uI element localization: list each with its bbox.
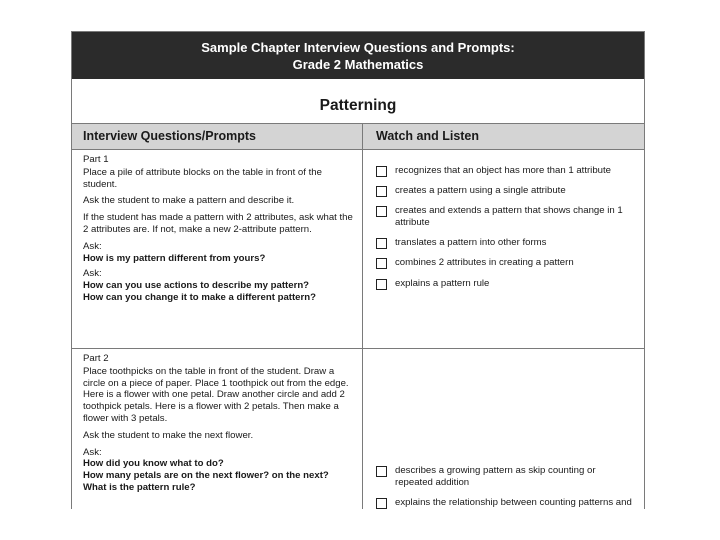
checklist-text: explains the relationship between counting patterns and [395, 496, 632, 508]
question-text: How many petals are on the next flower? on the next? [83, 470, 329, 482]
checklist-item[interactable] [376, 465, 634, 489]
checkbox[interactable] [376, 206, 387, 217]
table-row-part1 [72, 150, 644, 349]
checkbox[interactable] [376, 279, 387, 290]
question-text: What is the pattern rule? [83, 481, 196, 493]
checklist-text: creates and extends a pattern that shows change in 1 attribute [395, 205, 623, 229]
document-frame [71, 31, 645, 509]
prompt-text: If the student has made a pattern with 2 attributes, ask what the 2 attributes are. If not, make a new 2-attribute pattern. [83, 212, 353, 235]
checklist-item[interactable] [376, 205, 634, 229]
checkbox[interactable] [376, 498, 387, 509]
watch-listen-cell-part1 [363, 150, 644, 348]
checkbox[interactable] [376, 258, 387, 269]
checklist-item[interactable] [376, 237, 634, 249]
prompt-text: Ask the student to make a pattern and describe it. [83, 195, 295, 207]
table-row-part2 [72, 349, 644, 509]
ask-label: Ask: [83, 268, 102, 280]
checkbox[interactable] [376, 466, 387, 477]
checkbox[interactable] [376, 238, 387, 249]
question-text: How did you know what to do? [83, 458, 224, 470]
prompt-text: Place a pile of attribute blocks on the table in front of the student. [83, 166, 322, 190]
question-text: How can you change it to make a different pattern? [83, 291, 316, 303]
table-header [72, 124, 644, 150]
part-label: Part 2 [83, 353, 109, 364]
checkbox[interactable] [376, 186, 387, 197]
header-title-line1: Sample Chapter Interview Questions and Prompts: [201, 40, 515, 55]
checklist-text: describes a growing pattern as skip counting or repeated addition [395, 465, 596, 488]
prompt-text: Place toothpicks on the table in front of the student. Draw a circle on a piece of paper. Place 1 toothpick out from the edge. Here is a flower with one petal. Draw another circle and add 2 toothpick petals. Here is a flower with 2 petals. Then make a flower with 3 petals. [83, 365, 349, 424]
checklist-item[interactable] [376, 497, 634, 509]
prompts-cell-part2 [72, 349, 363, 509]
section-title: Patterning [72, 79, 644, 124]
checklist-item[interactable] [376, 165, 634, 177]
prompt-text: Ask the student to make the next flower. [83, 429, 254, 441]
checklist-text: recognizes that an object has more than 1 attribute [395, 165, 611, 176]
ask-label: Ask: [83, 240, 102, 252]
checkbox[interactable] [376, 166, 387, 177]
checklist-text: combines 2 attributes in creating a pattern [395, 257, 574, 269]
ask-block [83, 241, 356, 265]
column-header-prompts: Interview Questions/Prompts [72, 124, 363, 149]
checklist-item[interactable] [376, 278, 634, 290]
ask-label: Ask: [83, 446, 102, 458]
column-header-watch-listen: Watch and Listen [376, 129, 480, 143]
ask-block [83, 268, 356, 303]
question-text: How is my pattern different from yours? [83, 252, 266, 264]
question-text: How can you use actions to describe my pattern? [83, 280, 310, 292]
part-label: Part 1 [83, 154, 109, 165]
document-header [72, 32, 644, 79]
checklist-text: explains a pattern rule [395, 277, 490, 289]
header-title-line2: Grade 2 Mathematics [292, 57, 424, 72]
checklist-text: creates a pattern using a single attribute [395, 185, 566, 197]
ask-block [83, 447, 356, 494]
prompts-cell-part1 [72, 150, 363, 348]
checklist-item[interactable] [376, 185, 634, 197]
checklist-text: translates a pattern into other forms [395, 237, 547, 249]
watch-listen-cell-part2 [363, 349, 644, 509]
checklist-item[interactable] [376, 257, 634, 269]
